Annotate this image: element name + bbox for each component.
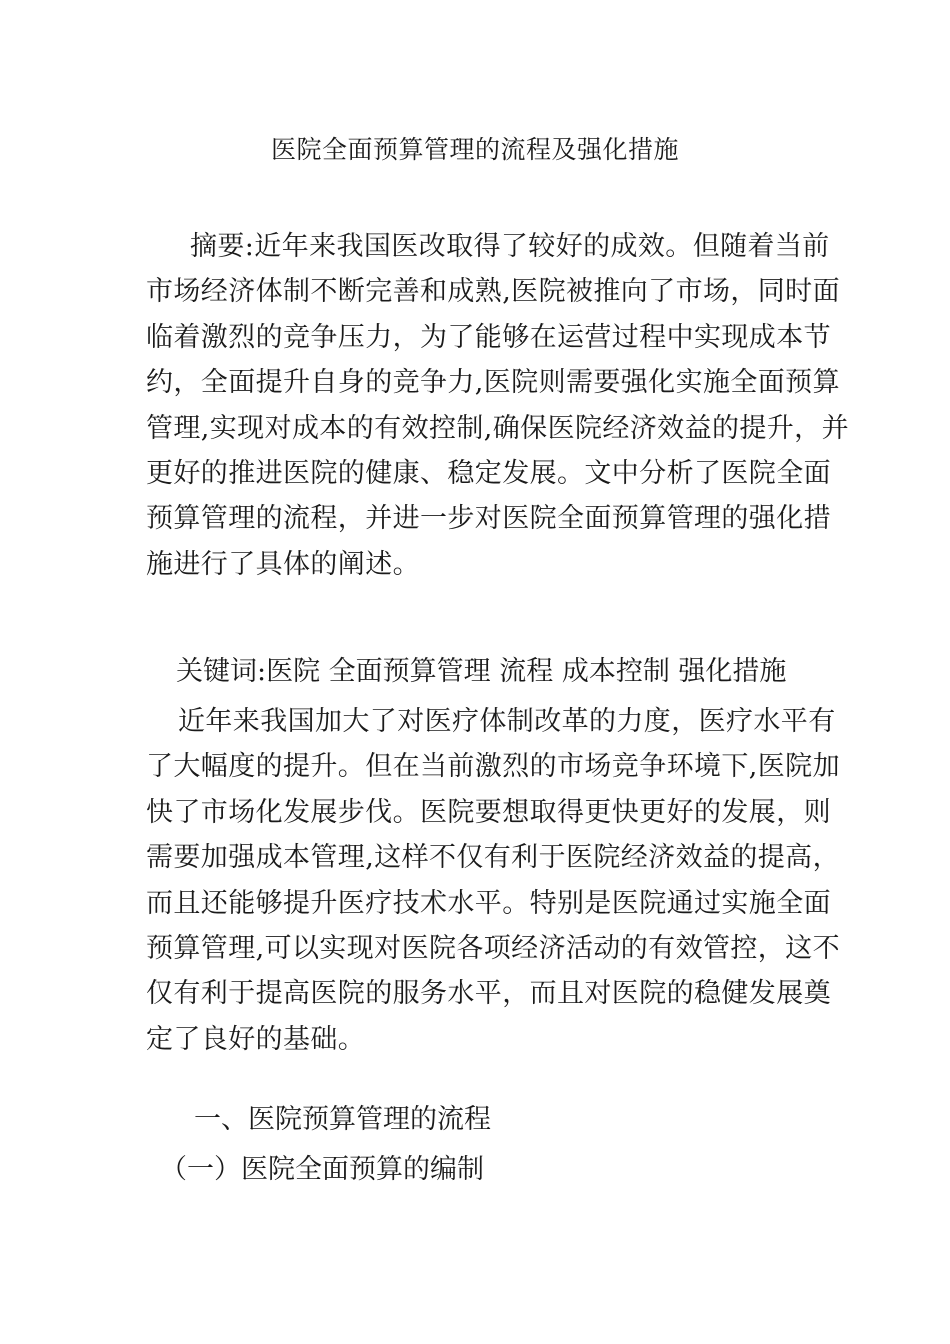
body-line: 近年来我国加大了对医疗体制改革的力度，医疗水平有 [178, 706, 836, 737]
keywords-line: 关键词:医院 全面预算管理 流程 成本控制 强化措施 [176, 656, 787, 687]
body-line: 快了市场化发展步伐。医院要想取得更快更好的发展，则 [146, 796, 831, 828]
abstract-line: 预算管理的流程，并进一步对医院全面预算管理的强化措 [146, 503, 831, 535]
abstract-line: 管理,实现对成本的有效控制,确保医院经济效益的提升，并 [146, 412, 849, 444]
body-line: 了大幅度的提升。但在当前激烈的市场竞争环境下,医院加 [146, 751, 840, 783]
body-line: 仅有利于提高医院的服务水平，而且对医院的稳健发展奠 [146, 978, 831, 1010]
subsection-heading: （一）医院全面预算的编制 [160, 1154, 484, 1185]
abstract-line: 约，全面提升自身的竞争力,医院则需要强化实施全面预算 [146, 367, 840, 399]
abstract-line: 施进行了具体的阐述。 [146, 548, 420, 580]
abstract-line: 更好的推进医院的健康、稳定发展。文中分析了医院全面 [146, 457, 831, 489]
body-line: 定了良好的基础。 [146, 1023, 366, 1055]
abstract-line: 市场经济体制不断完善和成熟,医院被推向了市场，同时面 [146, 276, 840, 308]
document-title: 医院全面预算管理的流程及强化措施 [270, 135, 679, 164]
abstract-paragraph [146, 225, 849, 588]
abstract-line: 摘要:近年来我国医改取得了较好的成效。但随着当前 [190, 231, 830, 262]
body-line: 需要加强成本管理,这样不仅有利于医院经济效益的提高， [146, 842, 840, 874]
body-paragraph [146, 700, 840, 1063]
body-line: 预算管理,可以实现对医院各项经济活动的有效管控，这不 [146, 932, 840, 964]
section-heading: 一、医院预算管理的流程 [194, 1104, 491, 1135]
body-line: 而且还能够提升医疗技术水平。特别是医院通过实施全面 [146, 887, 831, 919]
abstract-line: 临着激烈的竞争压力，为了能够在运营过程中实现成本节 [146, 321, 831, 353]
